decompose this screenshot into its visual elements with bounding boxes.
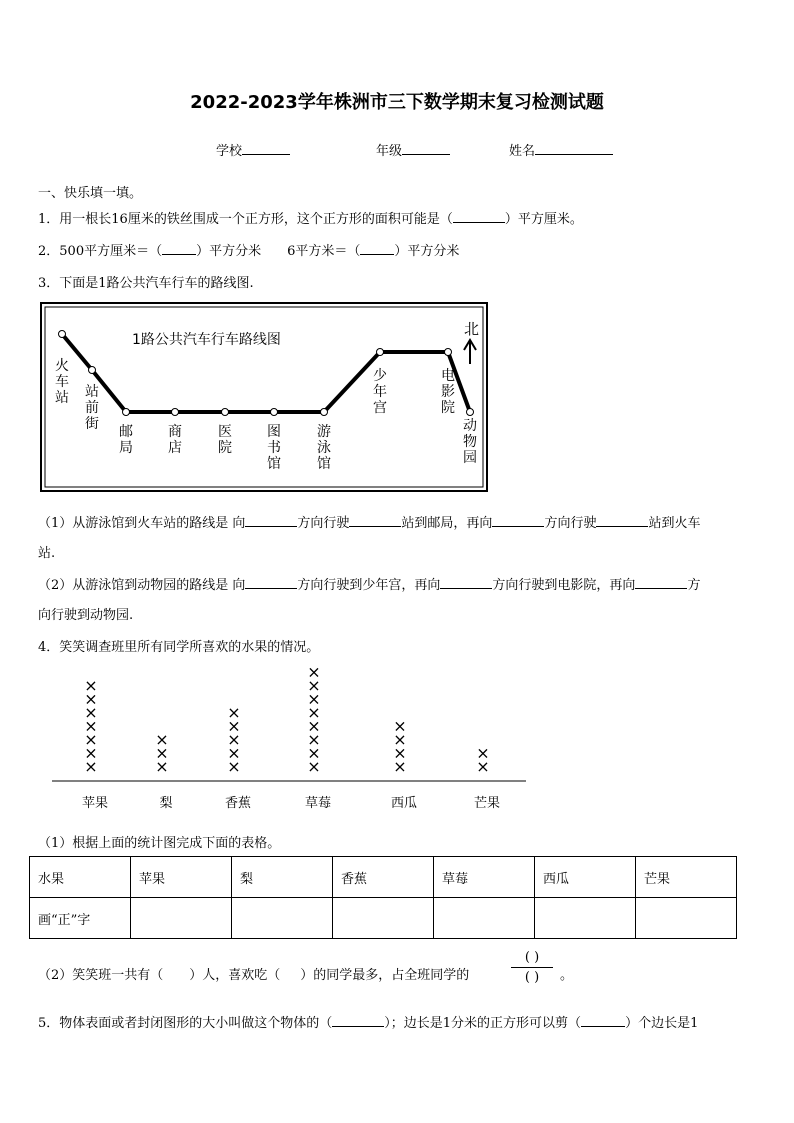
stop-tushuguan (271, 409, 278, 416)
q3-2-line2: 向行驶到动物园. (38, 608, 134, 623)
q4-2-c: ）的同学最多，占全班同学的 (300, 968, 470, 983)
plot-mark: × (393, 757, 407, 776)
station-label: 电影院 (441, 368, 455, 416)
q3-2-b: 方向行驶到少年宫，再向 (297, 578, 441, 593)
route-map (40, 302, 490, 494)
name-label: 姓名 (509, 144, 536, 159)
stop-yiyuan (222, 409, 229, 416)
fraction-denominator: ( ) (524, 970, 540, 985)
name-field (509, 140, 613, 159)
q2-a: 2．500平方厘米＝（ (38, 244, 163, 259)
page-title: 2022-2023学年株洲市三下数学期末复习检测试题 (190, 92, 604, 113)
question-3-1 (38, 512, 700, 531)
plot-category-label: 香蕉 (224, 796, 252, 811)
station-label: 火车站 (55, 358, 69, 406)
name-blank[interactable] (535, 142, 613, 155)
q3-1-blank-2[interactable] (349, 514, 401, 527)
question-3-2 (38, 574, 700, 593)
station-label: 游泳馆 (317, 424, 331, 472)
station-label: 医院 (218, 424, 232, 456)
school-blank[interactable] (242, 142, 290, 155)
question-2 (38, 240, 459, 259)
plot-category-label: 芒果 (473, 796, 501, 811)
q2-a-tail: ）平方分米 (196, 244, 262, 259)
plot-mark: × (307, 730, 321, 749)
answer-cell[interactable] (232, 898, 333, 939)
stop-shaoniangong (377, 349, 384, 356)
stop-huochezhan (59, 331, 66, 338)
q3-1-c: 站到邮局，再向 (401, 516, 493, 531)
plot-mark: × (155, 743, 169, 763)
q1-text: 1．用一根长16厘米的铁丝围成一个正方形，这个正方形的面积可能是（ (38, 212, 453, 227)
plot-mark: × (227, 730, 241, 749)
north-label: 北 (464, 320, 480, 338)
question-4-2 (38, 964, 469, 983)
header-cell: 草莓 (434, 857, 535, 898)
q3-2-a: （2）从游泳馆到动物园的路线是 向 (38, 578, 246, 593)
plot-mark: × (307, 689, 321, 709)
school-field (216, 140, 290, 159)
grade-field (376, 140, 450, 159)
plot-category-label: 苹果 (81, 796, 109, 811)
question-4-1: （1）根据上面的统计图完成下面的表格。 (38, 836, 281, 851)
answer-cell[interactable] (434, 898, 535, 939)
answer-cell[interactable] (131, 898, 232, 939)
plot-mark: × (307, 743, 321, 763)
plot-mark: × (393, 730, 407, 749)
plot-marks (84, 663, 489, 777)
fraction-blank[interactable] (511, 950, 553, 985)
q2-b: 6平方米＝（ (287, 244, 361, 259)
header-cell: 香蕉 (333, 857, 434, 898)
row-label-cell: 画“正”字 (30, 898, 131, 939)
q3-2-d: 方 (687, 578, 701, 593)
plot-mark: × (155, 757, 169, 776)
plot-mark: × (84, 689, 98, 709)
plot-mark: × (307, 662, 321, 682)
school-label: 学校 (216, 144, 243, 159)
q3-2-blank-2[interactable] (440, 576, 492, 589)
grade-blank[interactable] (402, 142, 450, 155)
table-row (30, 898, 737, 939)
table-header-row (30, 857, 737, 898)
station-label: 图书馆 (267, 424, 281, 472)
header-cell: 梨 (232, 857, 333, 898)
plot-mark: × (84, 703, 98, 722)
fraction-numerator: ( ) (524, 950, 540, 965)
plot-mark: × (84, 757, 98, 776)
station-label: 邮局 (119, 424, 133, 456)
q3-1-d: 方向行驶 (544, 516, 597, 531)
answer-cell[interactable] (333, 898, 434, 939)
q3-1-blank-3[interactable] (492, 514, 544, 527)
header-cell: 水果 (30, 857, 131, 898)
q4-2-b: ）人，喜欢吃（ (189, 968, 281, 983)
q3-1-a: （1）从游泳馆到火车站的路线是 向 (38, 516, 246, 531)
plot-category-label: 梨 (159, 796, 173, 811)
stop-shangdian (172, 409, 179, 416)
q2-b-tail: ）平方分米 (394, 244, 460, 259)
stop-dongwuyuan (467, 409, 474, 416)
plot-category-label: 西瓜 (390, 796, 418, 811)
plot-category-label: 草莓 (304, 796, 332, 811)
q3-2-c: 方向行驶到电影院，再向 (492, 578, 636, 593)
plot-mark: × (227, 743, 241, 763)
q3-1-blank-4[interactable] (596, 514, 648, 527)
station-label: 少年宫 (373, 368, 387, 416)
q5-blank-1[interactable] (332, 1014, 384, 1027)
station-labels (55, 358, 477, 472)
plot-mark: × (227, 703, 241, 722)
answer-cell[interactable] (535, 898, 636, 939)
question-1 (38, 208, 583, 227)
plot-mark: × (84, 730, 98, 749)
station-label: 站前街 (85, 384, 99, 432)
q3-2-blank-1[interactable] (245, 576, 297, 589)
plot-mark: × (84, 716, 98, 736)
plot-mark: × (393, 716, 407, 736)
fruit-tally-table (29, 856, 737, 939)
route-map-title: 1路公共汽车行车路线图 (132, 332, 281, 348)
stop-youyongguan (321, 409, 328, 416)
q3-1-b: 方向行驶 (297, 516, 350, 531)
plot-mark: × (84, 743, 98, 763)
stop-youju (123, 409, 130, 416)
question-5 (38, 1012, 698, 1031)
stop-dianyingyuan (445, 349, 452, 356)
q3-1-blank-1[interactable] (245, 514, 297, 527)
q2-blank-a[interactable] (162, 242, 196, 255)
question-3: 3．下面是1路公共汽车行车的路线图. (38, 276, 254, 291)
question-4: 4．笑笑调查班里所有同学所喜欢的水果的情况。 (38, 640, 320, 655)
q4-2-a: （2）笑笑班一共有（ (38, 968, 164, 983)
north-arrow-icon (464, 340, 476, 364)
plot-mark: × (476, 757, 490, 776)
fruit-dot-plot (40, 655, 540, 817)
header-cell: 西瓜 (535, 857, 636, 898)
q2-blank-b[interactable] (360, 242, 394, 255)
plot-mark: × (476, 743, 490, 763)
q1-tail: ）平方厘米。 (504, 212, 583, 227)
plot-mark: × (307, 716, 321, 736)
section-heading: 一、快乐填一填。 (38, 186, 143, 201)
q5-b: ）；边长是1分米的正方形可以剪（ (384, 1016, 582, 1031)
q3-1-e: 站到火车 (648, 516, 701, 531)
answer-cell[interactable] (636, 898, 737, 939)
grade-label: 年级 (376, 144, 403, 159)
plot-mark: × (307, 676, 321, 695)
station-label: 商店 (168, 424, 182, 456)
q3-1-line2: 站. (38, 546, 56, 561)
q4-2-end: 。 (560, 968, 574, 983)
plot-mark: × (227, 716, 241, 736)
fraction-bar (511, 967, 553, 968)
stop-zhanqianjie (89, 367, 96, 374)
q3-2-blank-3[interactable] (635, 576, 687, 589)
q5-a: 5．物体表面或者封闭图形的大小叫做这个物体的（ (38, 1016, 333, 1031)
plot-mark: × (227, 757, 241, 776)
q1-blank[interactable] (453, 210, 505, 223)
station-label: 动物园 (463, 418, 477, 466)
plot-mark: × (155, 730, 169, 749)
plot-mark: × (307, 757, 321, 776)
plot-mark: × (84, 676, 98, 695)
q5-c: ）个边长是1 (625, 1016, 699, 1031)
q5-blank-2[interactable] (581, 1014, 625, 1027)
plot-category-labels (82, 795, 500, 811)
header-cell: 苹果 (131, 857, 232, 898)
plot-mark: × (393, 743, 407, 763)
header-cell: 芒果 (636, 857, 737, 898)
plot-mark: × (307, 703, 321, 722)
